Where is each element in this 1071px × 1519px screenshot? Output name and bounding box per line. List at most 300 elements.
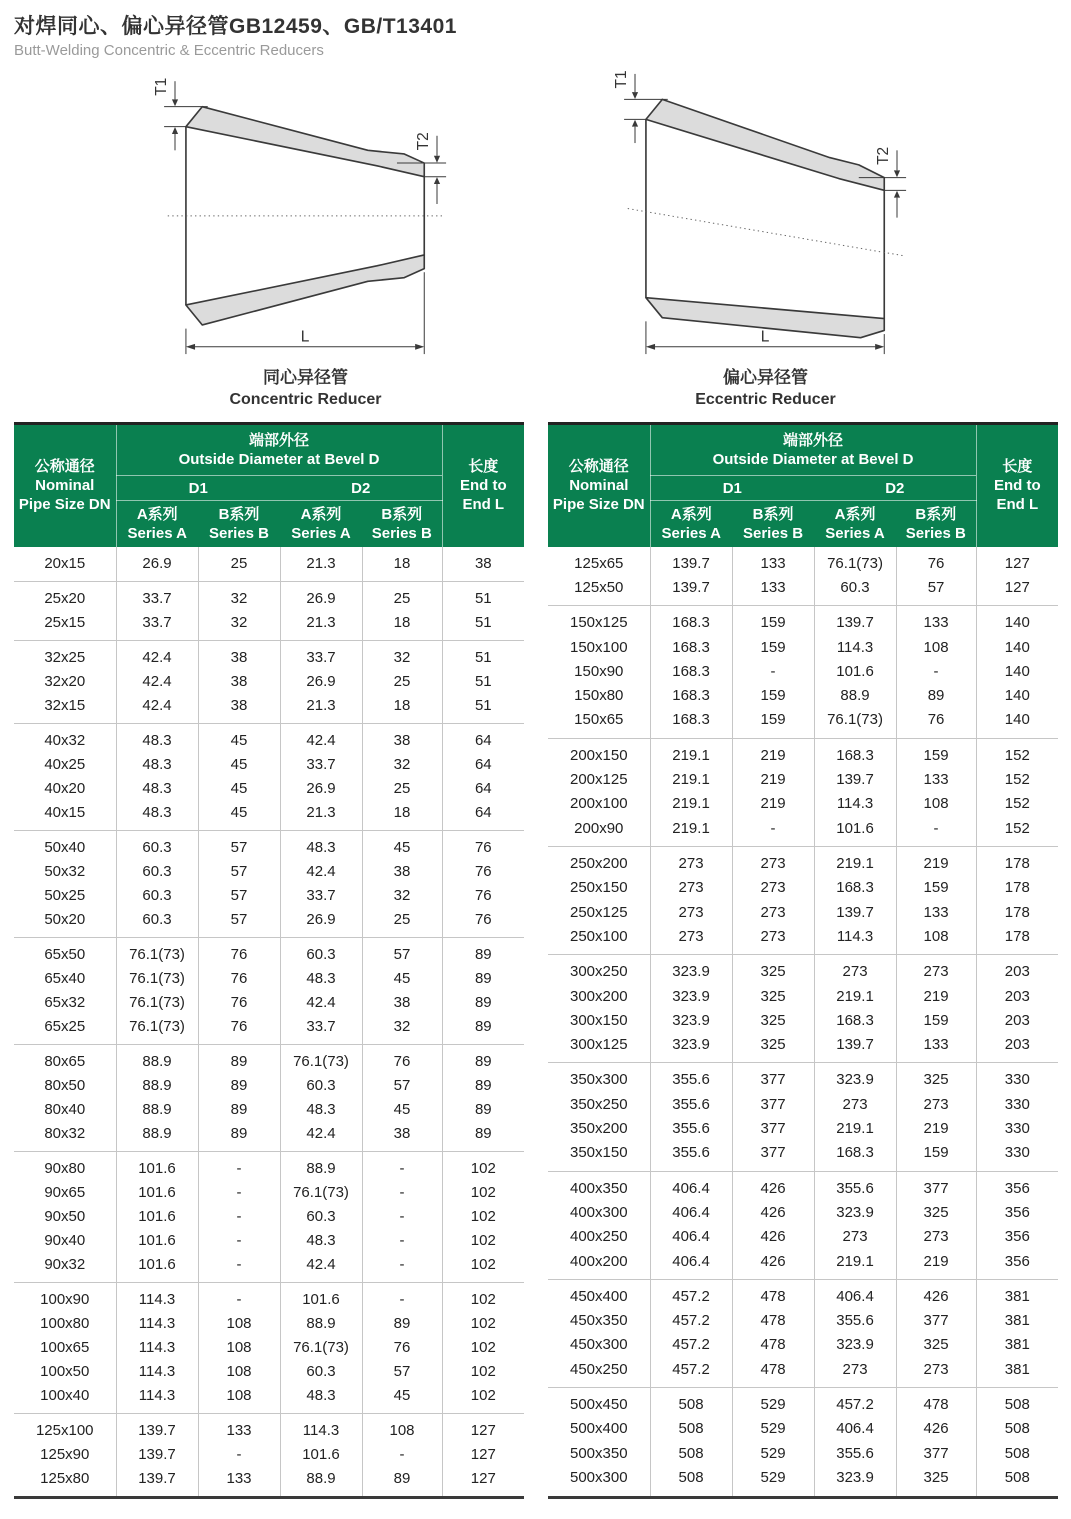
table-row: [548, 984, 1058, 1008]
cell-value: 108: [198, 1360, 280, 1384]
cell-value: 101.6: [280, 1282, 362, 1312]
cell-value: 26.9: [280, 581, 362, 611]
cell-value: 60.3: [280, 1360, 362, 1384]
cell-value: 76.1(73): [116, 1015, 198, 1045]
cell-nominal-size: 500x400: [570, 1420, 628, 1438]
table-row: [14, 1467, 524, 1498]
cell-value: -: [896, 660, 976, 684]
cell-nominal-size: 300x125: [570, 1036, 628, 1054]
cell-value: 42.4: [116, 694, 198, 724]
table-row: [14, 1229, 524, 1253]
series-a-cn: A系列: [834, 505, 876, 523]
cell-nominal-size: 90x40: [44, 1231, 86, 1249]
cell-value: 114.3: [814, 636, 896, 660]
cell-value: 325: [896, 1201, 976, 1225]
table-row: [548, 1249, 1058, 1279]
cell-value: 89: [198, 1098, 280, 1122]
cell-value: 57: [362, 1360, 442, 1384]
cell-value: 48.3: [280, 830, 362, 860]
cell-value: 25: [362, 670, 442, 694]
cell-nominal-size: 125x100: [14, 1413, 116, 1443]
cell-value: 42.4: [116, 670, 198, 694]
cell-value: 219: [896, 984, 976, 1008]
cell-value: 355.6: [814, 1171, 896, 1201]
cell-value: 426: [896, 1279, 976, 1309]
cell-value: 168.3: [650, 708, 732, 738]
cell-value: -: [732, 817, 814, 847]
t2-arrowhead-up: [433, 177, 439, 184]
table-row: [548, 1033, 1058, 1063]
table-row: [14, 1205, 524, 1229]
cell-value: 426: [732, 1225, 814, 1249]
table-row: [548, 738, 1058, 768]
cell-value: 133: [198, 1413, 280, 1443]
cell-value: 114.3: [116, 1384, 198, 1414]
col-header-d1-series-b: [732, 501, 814, 547]
cell-value: 330: [976, 1063, 1058, 1093]
cell-value: 88.9: [280, 1312, 362, 1336]
table-body: [548, 547, 1058, 1498]
cell-value: 273: [650, 846, 732, 876]
cell-value: 323.9: [814, 1333, 896, 1357]
table-row: [548, 846, 1058, 876]
cell-value: 323.9: [650, 984, 732, 1008]
cell-value: 508: [650, 1387, 732, 1417]
cell-value: 88.9: [116, 1044, 198, 1074]
cell-value: 203: [976, 955, 1058, 985]
cell-value: 57: [198, 830, 280, 860]
cell-value: 159: [896, 1009, 976, 1033]
od-cn: 端部外径: [249, 432, 310, 449]
cell-value: 426: [896, 1417, 976, 1441]
table-row: [548, 1225, 1058, 1249]
cell-value: 102: [442, 1384, 524, 1414]
table-row: [548, 1063, 1058, 1093]
cell-value: 139.7: [814, 606, 896, 636]
table-row: [548, 1417, 1058, 1441]
cell-value: 76: [442, 908, 524, 938]
l-label: L: [300, 328, 309, 346]
cell-value: 114.3: [116, 1360, 198, 1384]
cell-nominal-size: 250x100: [570, 927, 628, 945]
table-row: [14, 1312, 524, 1336]
cell-value: 26.9: [280, 908, 362, 938]
cell-value: 89: [198, 1074, 280, 1098]
table-row: [548, 547, 1058, 576]
cell-value: 508: [650, 1466, 732, 1497]
cell-value: 168.3: [814, 1141, 896, 1171]
cell-value: 60.3: [116, 830, 198, 860]
cell-value: 178: [976, 876, 1058, 900]
t1-label: T1: [612, 70, 630, 89]
cell-value: 45: [362, 1384, 442, 1414]
cell-nominal-size: 250x200: [548, 846, 650, 876]
cell-value: 89: [442, 991, 524, 1015]
cell-value: 133: [896, 768, 976, 792]
cell-nominal-size: 80x40: [44, 1100, 86, 1118]
l-arrowhead-right: [415, 344, 424, 350]
cell-nominal-size: 200x100: [570, 795, 628, 813]
cell-value: 330: [976, 1117, 1058, 1141]
cell-value: 25: [362, 908, 442, 938]
col-header-d2-series-a: [814, 501, 896, 547]
cell-value: 508: [976, 1466, 1058, 1497]
cell-value: 48.3: [116, 777, 198, 801]
eccentric-caption-en: Eccentric Reducer: [695, 391, 836, 408]
table-row: [548, 955, 1058, 985]
length-en1: End to: [459, 477, 507, 495]
cell-value: 325: [896, 1063, 976, 1093]
cell-value: 325: [732, 1009, 814, 1033]
cell-value: 219: [896, 846, 976, 876]
cell-value: 508: [650, 1442, 732, 1466]
cell-nominal-size: 300x150: [570, 1011, 628, 1029]
cell-nominal-size: 300x200: [570, 987, 628, 1005]
cell-value: 76: [896, 708, 976, 738]
cell-value: 57: [362, 937, 442, 967]
cell-nominal-size: 40x15: [44, 803, 86, 821]
cell-nominal-size: 32x20: [44, 672, 86, 690]
cell-value: 102: [442, 1336, 524, 1360]
col-header-outside-diameter: [116, 424, 442, 476]
cell-value: 426: [732, 1171, 814, 1201]
cell-value: 159: [896, 738, 976, 768]
cell-value: 219: [732, 768, 814, 792]
length-en2: End L: [462, 496, 505, 514]
eccentric-reducer-figure: [584, 63, 948, 410]
cell-nominal-size: 65x25: [44, 1017, 86, 1035]
length-en1: End to: [993, 477, 1041, 495]
table-row: [548, 1358, 1058, 1388]
diagrams-row: [14, 63, 1057, 410]
cell-nominal-size: 90x32: [44, 1255, 86, 1273]
cell-nominal-size: 90x50: [44, 1207, 86, 1225]
cell-value: 33.7: [280, 1015, 362, 1045]
cell-value: 89: [896, 684, 976, 708]
cell-value: 108: [198, 1312, 280, 1336]
eccentric-reducer-drawing: [584, 63, 948, 365]
col-header-d2-series-b: [362, 501, 442, 547]
l-arrowhead-left: [645, 344, 654, 350]
cell-value: 32: [362, 640, 442, 670]
cell-value: 273: [896, 1225, 976, 1249]
table-row: [548, 684, 1058, 708]
t2-arrowhead-down: [893, 170, 899, 177]
cell-value: 127: [442, 1467, 524, 1498]
table-row: [548, 792, 1058, 816]
cell-value: 76: [896, 547, 976, 576]
cell-nominal-size: 90x65: [44, 1183, 86, 1201]
cell-value: -: [362, 1253, 442, 1283]
cell-nominal-size: 450x250: [570, 1360, 628, 1378]
table-row: [548, 900, 1058, 924]
cell-value: 273: [814, 1225, 896, 1249]
table-row: [14, 1443, 524, 1467]
cell-value: 76.1(73): [116, 937, 198, 967]
table-row: [14, 991, 524, 1015]
cell-value: 64: [442, 723, 524, 753]
cell-value: 152: [976, 817, 1058, 847]
cell-nominal-size: 150x90: [574, 662, 624, 680]
cell-value: 25: [362, 777, 442, 801]
cell-value: 152: [976, 738, 1058, 768]
cell-nominal-size: 25x20: [14, 581, 116, 611]
table-row: [548, 636, 1058, 660]
cell-value: 88.9: [116, 1122, 198, 1152]
cell-value: 76.1(73): [280, 1181, 362, 1205]
cell-value: 18: [362, 801, 442, 831]
cell-value: 102: [442, 1282, 524, 1312]
cell-value: 273: [650, 925, 732, 955]
cell-value: 178: [976, 846, 1058, 876]
cell-value: -: [198, 1181, 280, 1205]
series-b-en: Series B: [743, 524, 804, 542]
cell-value: -: [198, 1205, 280, 1229]
cell-value: 127: [976, 547, 1058, 576]
cell-value: 114.3: [116, 1336, 198, 1360]
table-row: [14, 1122, 524, 1152]
cell-nominal-size: 50x32: [44, 862, 86, 880]
cell-value: 529: [732, 1442, 814, 1466]
length-cn: 长度: [1002, 458, 1033, 476]
cell-value: 89: [442, 1074, 524, 1098]
cell-value: 355.6: [650, 1117, 732, 1141]
cell-value: -: [362, 1151, 442, 1181]
cell-value: 51: [442, 640, 524, 670]
cell-value: 76: [442, 860, 524, 884]
cell-value: 101.6: [814, 660, 896, 684]
cell-value: 21.3: [280, 801, 362, 831]
table-row: [14, 884, 524, 908]
cell-value: 101.6: [116, 1181, 198, 1205]
cell-value: 25: [198, 547, 280, 582]
table-row: [14, 1151, 524, 1181]
cell-value: 60.3: [280, 1205, 362, 1229]
table-row: [14, 1253, 524, 1283]
cell-value: 57: [198, 908, 280, 938]
cell-value: 45: [198, 753, 280, 777]
cell-value: 76: [362, 1044, 442, 1074]
cell-value: 102: [442, 1312, 524, 1336]
cell-nominal-size: 150x125: [548, 606, 650, 636]
cell-value: 377: [896, 1171, 976, 1201]
cell-value: 64: [442, 801, 524, 831]
cell-value: 203: [976, 1033, 1058, 1063]
cell-value: 355.6: [650, 1063, 732, 1093]
cell-value: 57: [362, 1074, 442, 1098]
cell-value: 51: [442, 694, 524, 724]
col-header-length: [442, 424, 524, 547]
cell-value: 356: [976, 1225, 1058, 1249]
cell-value: 219: [896, 1117, 976, 1141]
cell-value: 139.7: [116, 1413, 198, 1443]
spec-tables: [14, 422, 1057, 1499]
cell-nominal-size: 250x150: [570, 879, 628, 897]
cell-value: 45: [362, 1098, 442, 1122]
table-row: [14, 694, 524, 724]
cell-value: 426: [732, 1249, 814, 1279]
cell-value: 219.1: [814, 984, 896, 1008]
cell-value: 32: [362, 753, 442, 777]
table-row: [14, 908, 524, 938]
col-header-nominal: [548, 424, 650, 547]
cell-nominal-size: 40x20: [44, 779, 86, 797]
cell-value: 38: [198, 694, 280, 724]
table-row: [548, 1387, 1058, 1417]
od-en: Outside Diameter at Bevel D: [712, 451, 914, 468]
table-row: [14, 611, 524, 641]
concentric-reducer-figure: [124, 63, 488, 410]
cell-value: 219.1: [650, 738, 732, 768]
cell-value: 139.7: [650, 547, 732, 576]
table-row: [548, 660, 1058, 684]
od-cn: 端部外径: [783, 432, 844, 449]
cell-value: 508: [976, 1442, 1058, 1466]
series-b-en: Series B: [208, 524, 270, 542]
cell-value: 89: [362, 1312, 442, 1336]
nominal-en1: Nominal: [35, 477, 95, 495]
series-b-cn: B系列: [218, 505, 260, 523]
cell-value: 76.1(73): [814, 708, 896, 738]
table-row: [548, 1009, 1058, 1033]
col-header-d1: D1: [116, 476, 280, 501]
cell-value: 48.3: [116, 801, 198, 831]
cell-nominal-size: 20x15: [44, 554, 86, 572]
cell-value: 325: [896, 1333, 976, 1357]
cell-value: 127: [442, 1413, 524, 1443]
cell-nominal-size: 80x50: [44, 1076, 86, 1094]
cell-value: 42.4: [280, 723, 362, 753]
cell-value: 529: [732, 1417, 814, 1441]
cell-value: 381: [976, 1358, 1058, 1388]
table-row: [548, 576, 1058, 606]
cell-value: 323.9: [650, 955, 732, 985]
cell-value: 377: [896, 1309, 976, 1333]
cell-value: 48.3: [280, 1229, 362, 1253]
cell-value: 508: [650, 1417, 732, 1441]
cell-value: 48.3: [280, 967, 362, 991]
cell-value: 38: [362, 723, 442, 753]
cell-value: 76: [198, 967, 280, 991]
cell-value: 57: [198, 884, 280, 908]
col-header-outside-diameter: [650, 424, 976, 476]
table-row: [548, 876, 1058, 900]
series-a-en: Series A: [661, 524, 722, 542]
cell-nominal-size: 100x65: [40, 1338, 90, 1356]
cell-nominal-size: 400x250: [570, 1228, 628, 1246]
table-row: [14, 753, 524, 777]
cell-value: 457.2: [650, 1279, 732, 1309]
table-row: [14, 670, 524, 694]
cell-value: 325: [732, 955, 814, 985]
cell-value: 273: [814, 1093, 896, 1117]
cell-nominal-size: 200x150: [548, 738, 650, 768]
t2-label: T2: [414, 132, 432, 151]
table-row: [14, 937, 524, 967]
cell-value: 178: [976, 900, 1058, 924]
cell-nominal-size: 100x40: [40, 1386, 90, 1404]
cell-value: 508: [976, 1417, 1058, 1441]
l-arrowhead-left: [185, 344, 194, 350]
cell-value: 273: [732, 846, 814, 876]
concentric-caption-en: Concentric Reducer: [229, 391, 382, 408]
cell-nominal-size: 300x250: [548, 955, 650, 985]
cell-value: 76.1(73): [116, 991, 198, 1015]
col-header-d1-series-b: [198, 501, 280, 547]
cell-value: 478: [896, 1387, 976, 1417]
cell-nominal-size: 40x25: [44, 755, 86, 773]
cell-value: 152: [976, 792, 1058, 816]
cell-value: 355.6: [650, 1093, 732, 1117]
cell-value: 88.9: [814, 684, 896, 708]
cell-value: 377: [732, 1117, 814, 1141]
cell-value: 323.9: [814, 1063, 896, 1093]
table-row: [548, 606, 1058, 636]
cell-nominal-size: 80x32: [44, 1124, 86, 1142]
cell-value: 478: [732, 1279, 814, 1309]
cell-value: 168.3: [650, 606, 732, 636]
cell-value: 114.3: [116, 1282, 198, 1312]
concentric-top-wall: [185, 107, 423, 177]
t1-arrowhead-up: [631, 120, 637, 127]
table-row: [548, 1201, 1058, 1225]
cell-value: 219.1: [650, 792, 732, 816]
cell-nominal-size: 125x65: [574, 554, 624, 572]
cell-nominal-size: 125x80: [40, 1469, 90, 1487]
table-row: [14, 581, 524, 611]
table-row: [14, 1015, 524, 1045]
cell-value: 114.3: [814, 925, 896, 955]
cell-value: 219: [732, 738, 814, 768]
reducer-table-right: [548, 422, 1058, 1499]
cell-value: 273: [896, 1358, 976, 1388]
cell-nominal-size: 125x50: [574, 579, 624, 596]
cell-nominal-size: 250x125: [570, 903, 628, 921]
reducer-table-left: [14, 422, 524, 1499]
cell-value: 60.3: [116, 860, 198, 884]
cell-value: 381: [976, 1309, 1058, 1333]
cell-value: 406.4: [814, 1417, 896, 1441]
cell-nominal-size: 350x250: [570, 1095, 628, 1113]
series-b-cn: B系列: [381, 505, 423, 523]
cell-value: 426: [732, 1201, 814, 1225]
l-label: L: [760, 328, 769, 346]
cell-value: 355.6: [814, 1442, 896, 1466]
cell-value: 108: [198, 1336, 280, 1360]
cell-value: 21.3: [280, 611, 362, 641]
cell-value: 48.3: [116, 723, 198, 753]
cell-value: 139.7: [116, 1443, 198, 1467]
cell-value: 114.3: [280, 1413, 362, 1443]
cell-value: 273: [650, 900, 732, 924]
t2-label: T2: [874, 146, 892, 165]
table-row: [14, 830, 524, 860]
t2-arrowhead-up: [893, 191, 899, 198]
table-row: [548, 925, 1058, 955]
t1-label: T1: [152, 77, 170, 96]
cell-value: 159: [896, 1141, 976, 1171]
cell-value: 219.1: [814, 1249, 896, 1279]
cell-value: 89: [198, 1044, 280, 1074]
cell-value: 168.3: [650, 684, 732, 708]
cell-value: 108: [896, 925, 976, 955]
cell-value: 60.3: [814, 576, 896, 606]
cell-value: 33.7: [116, 581, 198, 611]
cell-value: 108: [896, 792, 976, 816]
cell-value: 219: [732, 792, 814, 816]
cell-value: -: [362, 1282, 442, 1312]
cell-value: 42.4: [280, 1122, 362, 1152]
